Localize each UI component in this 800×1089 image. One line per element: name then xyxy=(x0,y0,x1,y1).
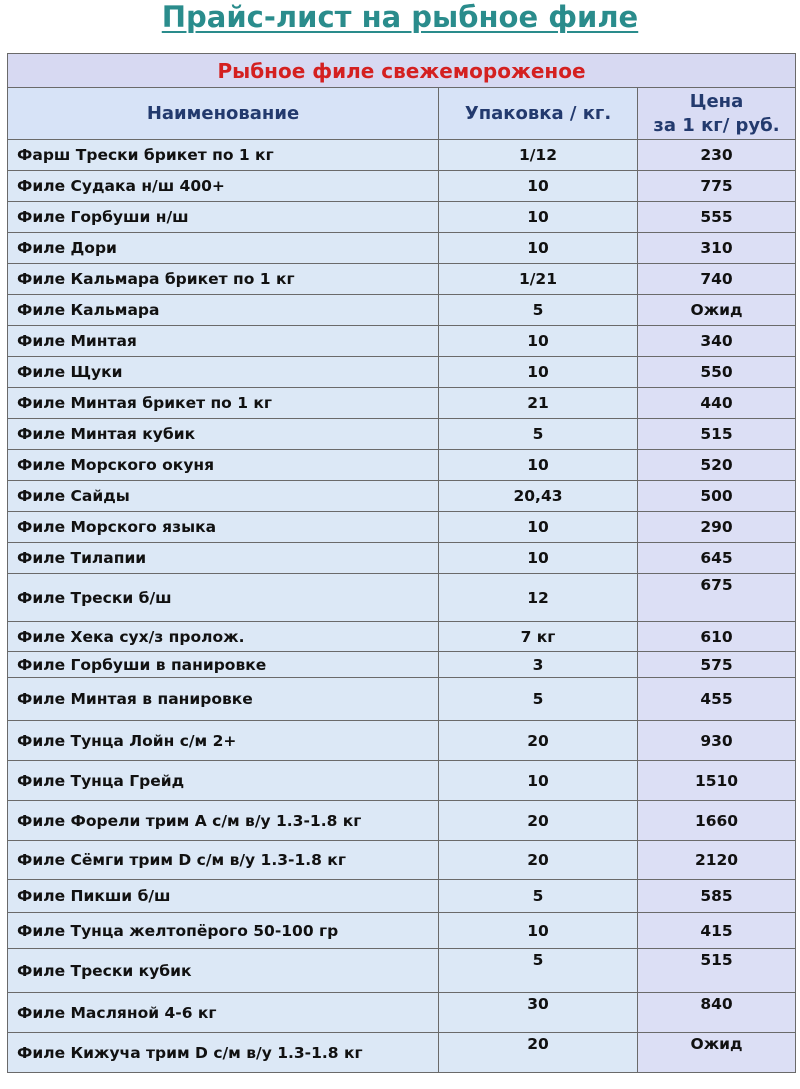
cell-name: Филе Пикши б/ш xyxy=(8,880,439,913)
table-row xyxy=(8,801,796,841)
cell-pack: 10 xyxy=(439,233,638,264)
cell-price: 775 xyxy=(638,171,796,202)
cell-name: Филе Сайды xyxy=(8,481,439,512)
cell-price: 555 xyxy=(638,202,796,233)
page-title: Прайс-лист на рыбное филе xyxy=(161,0,639,34)
cell-price: 515 xyxy=(638,949,796,993)
cell-pack: 3 xyxy=(439,652,638,678)
cell-pack: 12 xyxy=(439,574,638,622)
cell-price: 610 xyxy=(638,622,796,652)
table-row xyxy=(8,233,796,264)
cell-name: Филе Щуки xyxy=(8,357,439,388)
cell-name: Филе Кальмара брикет по 1 кг xyxy=(8,264,439,295)
table-row xyxy=(8,761,796,801)
cell-pack: 7 кг xyxy=(439,622,638,652)
table-row xyxy=(8,388,796,419)
cell-price: 645 xyxy=(638,543,796,574)
table-row xyxy=(8,357,796,388)
table-row xyxy=(8,450,796,481)
section-title-row xyxy=(8,54,796,88)
cell-name: Филе Морского окуня xyxy=(8,450,439,481)
cell-pack: 20 xyxy=(439,841,638,880)
cell-name: Филе Горбуши в панировке xyxy=(8,652,439,678)
cell-name: Филе Кижуча трим D с/м в/у 1.3-1.8 кг xyxy=(8,1033,439,1073)
column-header-price xyxy=(638,88,796,140)
cell-pack: 10 xyxy=(439,450,638,481)
cell-pack: 10 xyxy=(439,913,638,949)
table-row xyxy=(8,880,796,913)
table-header-row xyxy=(8,88,796,140)
table-row xyxy=(8,913,796,949)
cell-pack: 1/21 xyxy=(439,264,638,295)
cell-price: 1660 xyxy=(638,801,796,841)
cell-name: Филе Трески кубик xyxy=(8,949,439,993)
cell-name: Фарш Трески брикет по 1 кг xyxy=(8,140,439,171)
cell-name: Филе Хека сух/з пролож. xyxy=(8,622,439,652)
cell-price: 440 xyxy=(638,388,796,419)
cell-name: Филе Минтая кубик xyxy=(8,419,439,450)
cell-pack: 20 xyxy=(439,1033,638,1073)
cell-price: 310 xyxy=(638,233,796,264)
cell-name: Филе Минтая в панировке xyxy=(8,678,439,721)
cell-name: Филе Масляной 4-6 кг xyxy=(8,993,439,1033)
table-row xyxy=(8,171,796,202)
cell-price: 500 xyxy=(638,481,796,512)
price-table xyxy=(7,53,796,1073)
cell-pack: 10 xyxy=(439,543,638,574)
table-row xyxy=(8,419,796,450)
section-title: Рыбное филе свежемороженое xyxy=(8,54,796,88)
cell-price: 340 xyxy=(638,326,796,357)
cell-price: Ожид xyxy=(638,1033,796,1073)
cell-name: Филе Тунца желтопёрого 50-100 гр xyxy=(8,913,439,949)
cell-price: 230 xyxy=(638,140,796,171)
cell-price: 585 xyxy=(638,880,796,913)
table-row xyxy=(8,993,796,1033)
table-row xyxy=(8,949,796,993)
cell-price: Ожид xyxy=(638,295,796,326)
cell-price: 550 xyxy=(638,357,796,388)
table-row xyxy=(8,264,796,295)
cell-pack: 10 xyxy=(439,761,638,801)
cell-price: 520 xyxy=(638,450,796,481)
cell-pack: 5 xyxy=(439,880,638,913)
table-row xyxy=(8,652,796,678)
cell-name: Филе Горбуши н/ш xyxy=(8,202,439,233)
cell-name: Филе Тунца Грейд xyxy=(8,761,439,801)
cell-name: Филе Дори xyxy=(8,233,439,264)
column-header-name: Наименование xyxy=(8,88,439,140)
table-body xyxy=(8,140,796,1073)
cell-name: Филе Тунца Лойн с/м 2+ xyxy=(8,721,439,761)
cell-price: 740 xyxy=(638,264,796,295)
cell-name: Филе Минтая xyxy=(8,326,439,357)
table-row xyxy=(8,622,796,652)
cell-price: 415 xyxy=(638,913,796,949)
cell-name: Филе Форели трим А с/м в/у 1.3-1.8 кг xyxy=(8,801,439,841)
cell-name: Филе Минтая брикет по 1 кг xyxy=(8,388,439,419)
cell-price: 515 xyxy=(638,419,796,450)
cell-pack: 10 xyxy=(439,202,638,233)
table-row xyxy=(8,295,796,326)
column-header-price-line2: за 1 кг/ руб. xyxy=(653,114,780,136)
cell-name: Филе Трески б/ш xyxy=(8,574,439,622)
table-row xyxy=(8,721,796,761)
table-row xyxy=(8,326,796,357)
cell-price: 455 xyxy=(638,678,796,721)
cell-pack: 5 xyxy=(439,949,638,993)
table-row xyxy=(8,202,796,233)
cell-pack: 30 xyxy=(439,993,638,1033)
cell-price: 930 xyxy=(638,721,796,761)
table-row xyxy=(8,841,796,880)
cell-name: Филе Сёмги трим D с/м в/у 1.3-1.8 кг xyxy=(8,841,439,880)
table-row xyxy=(8,140,796,171)
cell-pack: 20,43 xyxy=(439,481,638,512)
cell-pack: 10 xyxy=(439,326,638,357)
table-row xyxy=(8,574,796,622)
cell-name: Филе Тилапии xyxy=(8,543,439,574)
cell-price: 290 xyxy=(638,512,796,543)
cell-name: Филе Морского языка xyxy=(8,512,439,543)
cell-price: 840 xyxy=(638,993,796,1033)
table-row xyxy=(8,481,796,512)
cell-name: Филе Судака н/ш 400+ xyxy=(8,171,439,202)
table-row xyxy=(8,1033,796,1073)
column-header-price-line1: Цена xyxy=(689,90,744,112)
cell-pack: 20 xyxy=(439,721,638,761)
cell-price: 2120 xyxy=(638,841,796,880)
table-row xyxy=(8,678,796,721)
cell-pack: 10 xyxy=(439,512,638,543)
cell-pack: 21 xyxy=(439,388,638,419)
cell-pack: 5 xyxy=(439,295,638,326)
cell-pack: 10 xyxy=(439,171,638,202)
cell-price: 1510 xyxy=(638,761,796,801)
table-row xyxy=(8,543,796,574)
table-row xyxy=(8,512,796,543)
cell-name: Филе Кальмара xyxy=(8,295,439,326)
cell-price: 575 xyxy=(638,652,796,678)
column-header-pack: Упаковка / кг. xyxy=(439,88,638,140)
cell-pack: 1/12 xyxy=(439,140,638,171)
cell-pack: 10 xyxy=(439,357,638,388)
cell-pack: 5 xyxy=(439,678,638,721)
cell-pack: 20 xyxy=(439,801,638,841)
cell-pack: 5 xyxy=(439,419,638,450)
cell-price: 675 xyxy=(638,574,796,622)
